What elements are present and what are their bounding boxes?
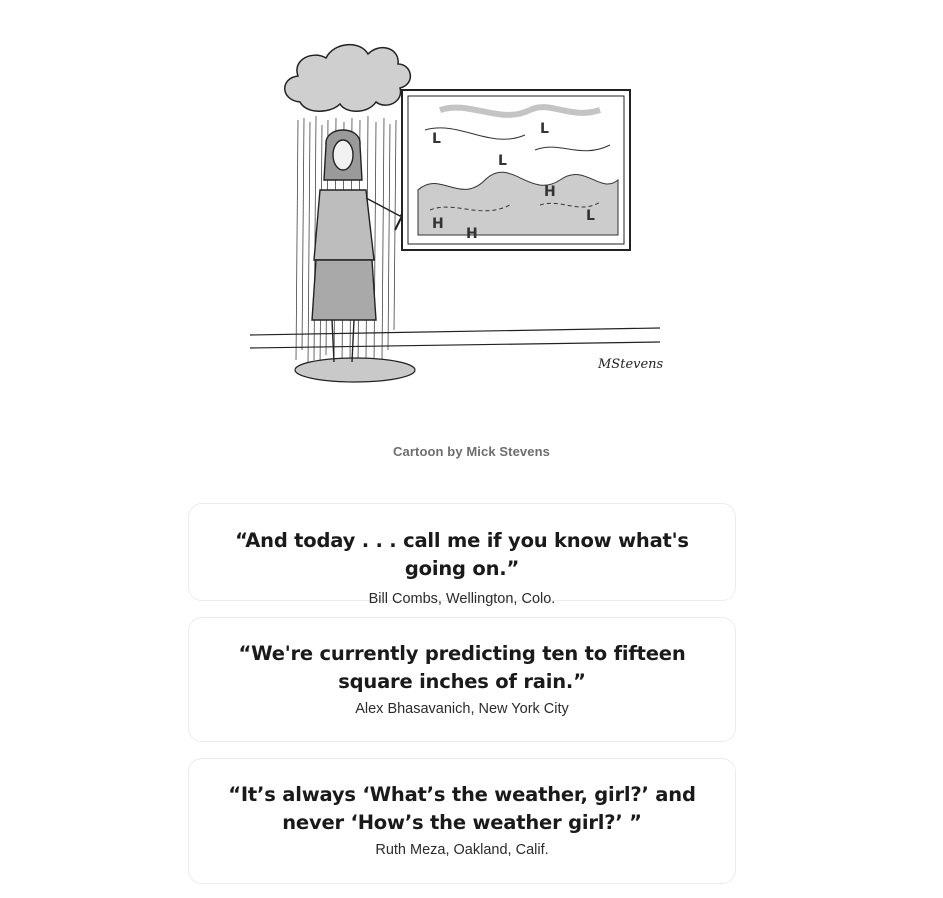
caption-text: “We're currently predicting ten to fifteen square inches of rain.” <box>238 642 686 693</box>
caption-text: “And today . . . call me if you know what's going on.” <box>235 529 689 580</box>
caption-author: Ruth Meza, Oakland, Calif. <box>375 842 549 858</box>
map-label-l: L <box>540 121 549 137</box>
artist-signature: MStevens <box>598 357 664 372</box>
map-label-l: L <box>498 153 507 169</box>
rain-cloud <box>285 45 411 112</box>
cartoon-credit: Cartoon by Mick Stevens <box>393 444 550 459</box>
caption-card[interactable] <box>188 758 736 884</box>
map-label-l: L <box>432 131 441 147</box>
caption-text: “It’s always ‘What’s the weather, girl?’ and never ‘How’s the weather girl?’ ” <box>228 783 696 834</box>
map-label-h: H <box>544 184 556 200</box>
floor <box>250 328 660 348</box>
weather-map <box>402 90 630 250</box>
map-label-l: L <box>586 208 595 224</box>
caption-card[interactable] <box>188 503 736 607</box>
caption-author: Alex Bhasavanich, New York City <box>355 701 569 717</box>
puddle <box>295 358 415 382</box>
caption-card[interactable] <box>188 617 736 742</box>
cartoon-illustration <box>240 30 690 390</box>
caption-author: Bill Combs, Wellington, Colo. <box>368 591 556 607</box>
map-label-h: H <box>466 226 478 242</box>
map-label-h: H <box>432 216 444 232</box>
